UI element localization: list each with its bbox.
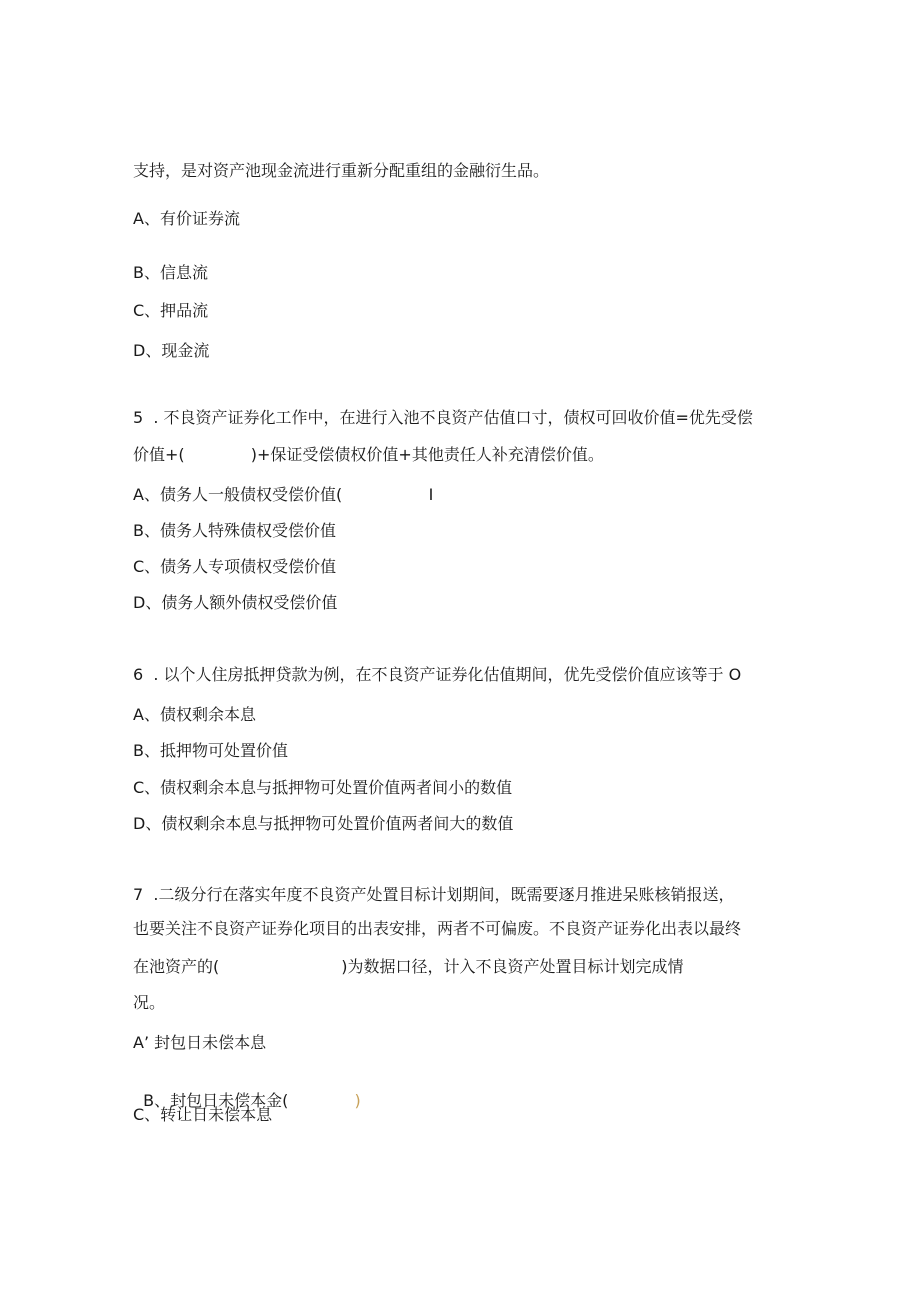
question-7-option-b-text: B、封包日未偿本金( [143,1091,355,1110]
option-d: D、现金流 [133,341,210,360]
question-7-line-2: 也要关注不良资产证券化项目的出表安排，两者不可偏废。不良资产证券化出表以最终 [133,919,742,938]
question-7-line-1: 7 .二级分行在落实年度不良资产处置目标计划期间，既需要逐月推进呆账核销报送， [133,885,735,904]
question-6-option-c: C、债权剩余本息与抵押物可处置价值两者间小的数值 [133,778,513,797]
option-a: A、有价证券流 [133,209,240,228]
question-7-line-4: 况。 [133,993,166,1012]
question-7-line-3: 在池资产的( )为数据口径，计入不良资产处置目标计划完成情 [133,957,684,976]
question-5-option-d: D、债务人额外债权受偿价值 [133,593,338,612]
question-5-option-a: A、债务人一般债权受偿价值( I [133,485,434,504]
question-6-option-a: A、债权剩余本息 [133,705,256,724]
question-6-line-1: 6 . 以个人住房抵押贷款为例，在不良资产证券化估值期间，优先受偿价值应该等于 O [133,665,742,684]
answer-paren-mark: ) [354,1091,361,1110]
question-7-option-a: A’ 封包日未偿本息 [133,1033,267,1052]
question-continuation-text: 支持，是对资产池现金流进行重新分配重组的金融衍生品。 [133,161,550,180]
question-7-option-c: C、转让日未偿本息 [133,1105,273,1124]
question-6-option-d: D、债权剩余本息与抵押物可处置价值两者间大的数值 [133,814,514,833]
option-c: C、押品流 [133,301,209,320]
question-5-option-c: C、债务人专项债权受偿价值 [133,557,337,576]
question-5-line-2: 价值+( )+保证受偿债权价值+其他责任人补充清偿价值。 [133,445,604,464]
question-5-line-1: 5 . 不良资产证券化工作中，在进行入池不良资产估值口寸，债权可回收价值=优先受偿 [133,408,753,427]
question-6-option-b: B、抵押物可处置价值 [133,741,288,760]
option-b: B、信息流 [133,263,208,282]
question-5-option-b: B、债务人特殊债权受偿价值 [133,521,336,540]
